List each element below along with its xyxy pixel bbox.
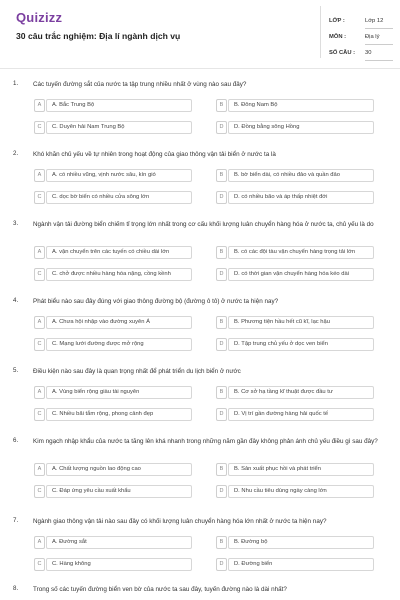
worksheet-header [0,0,400,66]
option-letter-badge: D [216,485,227,498]
option-text: C. Hàng không [52,561,91,567]
answer-option-c[interactable] [34,121,210,135]
option-letter-badge: D [216,338,227,351]
option-letter-badge: B [216,246,227,259]
question-number: 4. [13,297,19,304]
answer-option-d[interactable] [216,558,392,572]
meta-label: MÔN : [329,34,347,40]
question-number: 7. [13,517,19,524]
option-letter-badge: A [34,99,45,112]
answer-option-a[interactable] [34,169,210,183]
meta-underline [365,60,393,61]
answer-option-b[interactable] [216,99,392,113]
option-letter-badge: A [34,463,45,476]
option-letter-badge: B [216,169,227,182]
option-letter-badge: A [34,386,45,399]
answer-option-c[interactable] [34,408,210,422]
option-text: B. bờ biển dài, có nhiều đảo và quần đảo [234,172,340,178]
question-number: 1. [13,80,19,87]
answer-option-d[interactable] [216,408,392,422]
option-text: A. Vùng biển rộng giàu tài nguyên [52,389,140,395]
option-text: A. có nhiều vũng, vịnh nước sâu, kín gió [52,172,156,178]
option-letter-badge: A [34,246,45,259]
meta-label: SỐ CÂU : [329,50,356,56]
option-letter-badge: C [34,191,45,204]
option-text: C. Nhiều bãi tắm rộng, phong cảnh đẹp [52,411,154,417]
option-text: D. Tập trung chủ yếu ở dọc ven biển [234,341,328,347]
meta-panel [320,6,392,58]
answer-option-b[interactable] [216,463,392,477]
meta-value: 30 [365,50,372,56]
answer-option-b[interactable] [216,169,392,183]
question-text: Điều kiện nào sau đây là quan trọng nhất để phát triển du lịch biển ở nước [33,368,241,375]
option-text: A. Đường sắt [52,539,87,545]
option-letter-badge: B [216,99,227,112]
answer-option-a[interactable] [34,536,210,550]
option-text: C. chở được nhiều hàng hóa nặng, cồng kềnh [52,271,171,277]
meta-row-subject [329,30,393,46]
option-text: B. Đường bộ [234,539,268,545]
header-divider [0,68,400,69]
option-text: D. có nhiều bão và áp thấp nhiệt đới [234,194,328,200]
answer-option-b[interactable] [216,246,392,260]
option-letter-badge: D [216,558,227,571]
option-text: D. Đường biển [234,561,273,567]
answer-option-c[interactable] [34,268,210,282]
option-letter-badge: D [216,191,227,204]
question-text: Kim ngạch nhập khẩu của nước ta tăng lên khá nhanh trong những năm gần đây không phản ánh chủ yếu điều gì sau đây? [33,438,378,445]
option-text: A. Chất lượng nguồn lao động cao [52,466,141,472]
meta-row-grade [329,14,393,30]
option-letter-badge: B [216,386,227,399]
meta-value: Lớp 12 [365,18,384,24]
answer-option-c[interactable] [34,558,210,572]
worksheet-title: 30 câu trắc nghiệm: Địa lí ngành dịch vụ [16,31,181,41]
option-text: B. Phương tiện hầu hết cũ kĩ, lạc hậu [234,319,330,325]
question-text: Trong số các tuyến đường biển ven bờ của nước ta sau đây, tuyến đường nào là dài nhất? [33,586,287,593]
option-letter-badge: D [216,121,227,134]
answer-option-d[interactable] [216,485,392,499]
option-letter-badge: C [34,268,45,281]
option-text: B. Cơ sở hạ tầng kĩ thuật được đầu tư [234,389,333,395]
meta-label: LỚP : [329,18,345,24]
option-text: A. Bắc Trung Bộ [52,102,95,108]
option-letter-badge: B [216,463,227,476]
option-text: C. Mạng lưới đường được mở rộng [52,341,144,347]
option-text: D. Vị trí gần đường hàng hải quốc tế [234,411,329,417]
question-text: Khó khăn chủ yếu về tự nhiên trong hoạt động của giao thông vận tải biển ở nước ta là [33,151,276,158]
option-text: D. có thời gian vận chuyển hàng hóa kéo dài [234,271,349,277]
answer-option-c[interactable] [34,191,210,205]
answer-option-b[interactable] [216,386,392,400]
quizizz-logo: Quizizz [16,10,63,25]
option-letter-badge: A [34,316,45,329]
option-text: B. Đông Nam Bộ [234,102,278,108]
question-number: 5. [13,367,19,374]
option-text: D. Đồng bằng sông Hồng [234,124,300,130]
question-number: 8. [13,585,19,592]
option-text: B. Sản xuất phục hồi và phát triển [234,466,322,472]
option-text: B. có các đội tàu vận chuyển hàng trọng tải lớn [234,249,356,255]
option-text: C. Đáp ứng yêu cầu xuất khẩu [52,488,131,494]
meta-underline [365,28,393,29]
option-letter-badge: A [34,169,45,182]
option-text: C. dọc bờ biển có nhiều cửa sông lớn [52,194,150,200]
option-text: C. Duyên hải Nam Trung Bộ [52,124,125,130]
answer-option-b[interactable] [216,316,392,330]
answer-option-a[interactable] [34,246,210,260]
question-number: 3. [13,220,19,227]
answer-option-c[interactable] [34,485,210,499]
answer-option-a[interactable] [34,463,210,477]
option-letter-badge: C [34,558,45,571]
answer-option-d[interactable] [216,268,392,282]
answer-option-a[interactable] [34,316,210,330]
option-letter-badge: B [216,316,227,329]
answer-option-c[interactable] [34,338,210,352]
option-letter-badge: A [34,536,45,549]
option-letter-badge: C [34,121,45,134]
meta-value: Địa lý [365,34,380,40]
answer-option-a[interactable] [34,99,210,113]
option-letter-badge: B [216,536,227,549]
question-text: Ngành giao thông vận tải nào sau đây có khối lượng luân chuyển hàng hóa lớn nhất ở nước ta hiện nay? [33,518,327,525]
option-letter-badge: C [34,338,45,351]
question-number: 2. [13,150,19,157]
answer-option-d[interactable] [216,121,392,135]
answer-option-d[interactable] [216,191,392,205]
question-number: 6. [13,437,19,444]
option-text: A. Chưa hội nhập vào đường xuyên Á [52,319,150,325]
answer-option-a[interactable] [34,386,210,400]
option-letter-badge: C [34,408,45,421]
option-letter-badge: C [34,485,45,498]
option-text: A. vận chuyển trên các tuyến có chiều dài lớn [52,249,170,255]
meta-underline [365,44,393,45]
question-text: Phát biểu nào sau đây đúng với giao thông đường bộ (đường ô tô) ở nước ta hiện nay? [33,298,279,305]
meta-row-count [329,46,393,62]
answer-option-b[interactable] [216,536,392,550]
question-text: Ngành vận tải đường biển chiếm tỉ trọng lớn nhất trong cơ cấu khối lượng luân chuyển hàng hóa ở nước ta, chủ yếu là do [33,221,374,228]
option-letter-badge: D [216,408,227,421]
option-letter-badge: D [216,268,227,281]
answer-option-d[interactable] [216,338,392,352]
option-text: D. Nhu cầu tiêu dùng ngày càng lớn [234,488,327,494]
question-text: Các tuyến đường sắt của nước ta tập trung nhiều nhất ở vùng nào sau đây? [33,81,247,88]
